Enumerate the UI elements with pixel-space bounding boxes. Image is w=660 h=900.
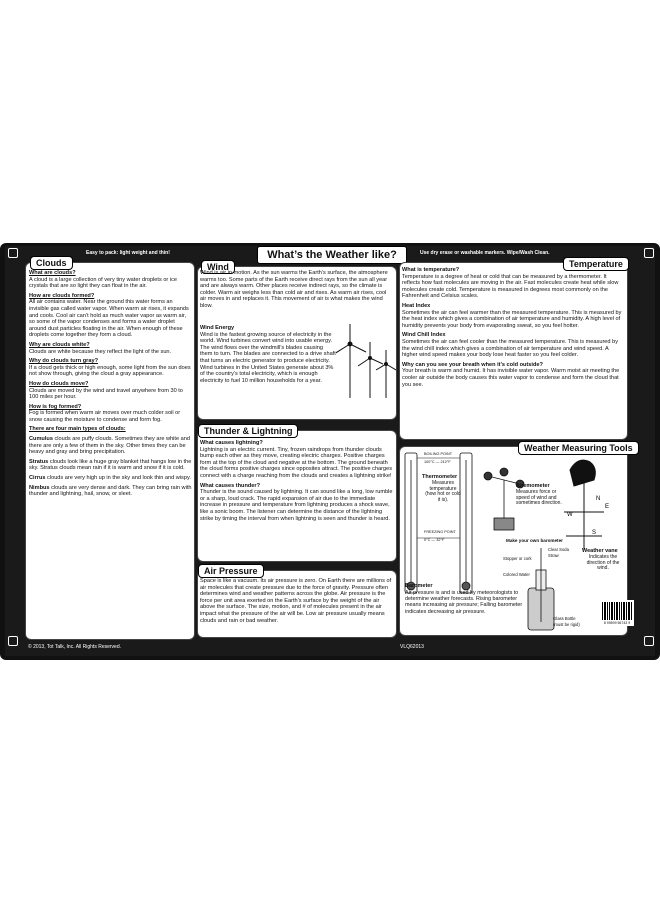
heat-index-paragraph: Sometimes the air can feel warmer than the measured temperature. This is measured by the heat index which gives a combination of air temperature and humidity. A high level of humidity prevents your body from evaporating sweat, so you feel hotter. — [402, 309, 622, 329]
wind-paragraph: Wind is air in motion. As the sun warms the Earth’s surface, the atmosphere warms too. Some parts of the Earth receive direct rays from the sun all year and are always warm. Other places receive indirect rays, so the climate is colder. Warm air weighs less than cold air and rises. As warm air rises, cool air moves in and replaces it. This movement of air is what makes the wind blow. — [200, 270, 388, 309]
heat-index-heading: Heat Index — [402, 302, 431, 309]
cloud-type-nimbus-text: clouds are very dense and dark. They can bring rain with thunder and lightning, hail, snow, or sleet. — [29, 484, 192, 498]
thunder-heading: What causes thunder? — [200, 482, 260, 489]
freezing-point-value: 0°C — 32°F — [424, 538, 445, 542]
stopper-label: Stopper or cork — [503, 556, 532, 561]
wind-turbines-illustration — [336, 322, 396, 400]
corner-logo-icon — [644, 636, 654, 646]
wind-title: Wind — [201, 260, 235, 274]
barcode-number: 8 99599 56743 9 — [603, 621, 631, 625]
header-left-note: Easy to pack: light weight and thin! — [86, 250, 170, 256]
compass-s: S — [592, 530, 597, 536]
thermometer-icon — [460, 453, 472, 593]
clear-straw-label: Clear Soda Straw — [548, 547, 569, 558]
cloud-type-nimbus: Nimbus — [29, 484, 50, 491]
boiling-point-label: BOILING POINT — [424, 452, 453, 456]
cloud-type-cumulus-text: clouds are puffy clouds. Sometimes they are white and there are only a few of them in the sky. Other times they can be heavy and gray and bring precipitation. — [29, 436, 190, 456]
make-barometer-heading: Make your own barometer — [506, 538, 563, 543]
corner-logo-icon — [8, 636, 18, 646]
header-right-note: Use dry erase or washable markers. Wipe/Wash Clean. — [420, 250, 550, 256]
weather-tools-title: Weather Measuring Tools — [518, 441, 639, 455]
wind-energy-heading: Wind Energy — [200, 325, 235, 331]
copyright-text: © 2013, Tot Talk, Inc. All Rights Reserved. — [28, 644, 121, 650]
breath-heading: Why can you see your breath when it’s cold outside? — [402, 361, 543, 368]
product-code: VLQ62013 — [400, 644, 424, 650]
corner-logo-icon — [644, 248, 654, 258]
cloud-type-cirrus: Cirrus — [29, 475, 46, 482]
temperature-paragraph: Temperature is a degree of heat or cold that can be measured by a thermometer. It reflects how fast molecules are moving in the air. Fast molecules create heat while slow molecules create cold. Temperature is measured in degrees most commonly on the Fahrenheit and Celsius scales. — [402, 273, 619, 300]
page-title: What’s the Weather like? — [257, 246, 407, 264]
clouds-title: Clouds — [30, 256, 73, 270]
weather-vane-name: Weather vane — [582, 548, 618, 554]
thermometer-name: Thermometer — [422, 474, 458, 480]
lightning-paragraph: Lightning is an electric current. Tiny, frozen raindrops from thunder clouds bump each other as they move, creating electric charges. Positive charges form at the top of the cloud and negative at the bottom. The ground beneath the cloud forms positive charges since opposites attract. The positive charges connect with a charge reaching from the clouds and creates a lightning strike! — [200, 446, 393, 479]
clouds-a5: Clouds are moved by the wind and travel anywhere from 30 to 100 miles per hour. — [29, 387, 183, 401]
cloud-type-stratus: Stratus — [29, 458, 49, 465]
clouds-q4: Why do clouds turn gray? — [29, 358, 98, 365]
cloud-type-cumulus: Cumulus — [29, 436, 53, 443]
thermometer-desc: Measures temperature (how hot or cold it is). — [425, 480, 461, 503]
wind-chill-heading: Wind Chill Index — [402, 332, 446, 339]
clouds-a2: All air contains water. Near the ground this water forms an invisible gas called water vapor. When warm air rises, it expands and cools. Cool air can’t hold as much water vapor as warm air, so some of the vapor condenses and forms a water droplet around dust particles floating in the air. When enough of these droplets come together they form a cloud. — [29, 299, 189, 339]
thunder-text — [200, 440, 394, 525]
weather-vane-desc: Indicates the direction of the wind. — [586, 554, 620, 572]
cloud-type-cirrus-text: clouds are very high up in the sky and look thin and wispy. — [45, 475, 191, 482]
thunder-paragraph: Thunder is the sound caused by lightning. It can sound like a long, low rumble or a sharp, loud crack. The rapid expansion of air due to the immediate increase in pressure and temperature from lightning produces a shock wave, like a sonic boom. The listener can determine the distance of the lightning strike by timing the interval from when lightning is seen and thunder is heard. — [200, 489, 393, 522]
air-pressure-title: Air Pressure — [198, 564, 264, 578]
clouds-q6: How is fog formed? — [29, 403, 82, 410]
wind-energy-text — [200, 325, 336, 387]
air-pressure-text — [200, 578, 394, 627]
clouds-a3: Clouds are white because they reflect the light of the sun. — [29, 348, 172, 355]
anemometer-name: Anemometer — [516, 483, 550, 489]
compass-w: W — [567, 512, 573, 518]
wind-turbine-icon — [336, 324, 366, 398]
compass-e: E — [605, 504, 610, 510]
glass-bottle-label: Glass Bottle (must be rigid) — [553, 616, 580, 627]
wind-chill-paragraph: Sometimes the air can feel cooler than the measured temperature. This is measured by the wind chill index which gives a combination of air temperature and wind speed. A higher wind speed makes your body lose heat faster so you feel colder. — [402, 338, 618, 359]
boiling-point-value: 100°C — 212°F — [424, 460, 451, 464]
temperature-title: Temperature — [563, 257, 629, 271]
wind-turbine-icon — [376, 350, 396, 398]
clouds-q2: How are clouds formed? — [29, 292, 95, 299]
clouds-a1: A cloud is a large collection of very tiny water droplets or ice crystals that are so light they can float in the air. — [29, 276, 177, 290]
barometer-name: Barometer — [405, 583, 433, 589]
temperature-text — [402, 267, 624, 391]
cloud-type-stratus-text: clouds look like a huge gray blanket that hangs low in the sky. Stratus clouds mean rain if it is warm and snow if it is cold. — [29, 458, 192, 472]
lightning-heading: What causes lightning? — [200, 440, 263, 446]
corner-logo-icon — [8, 248, 18, 258]
wind-energy-paragraph: Wind is the fastest growing source of electricity in the world. Wind turbines convert wind into usable energy. The wind flows over the windmill’s blades causing them to turn. The blades are connected to a drive shaft that turns an electric generator to produce electricity. Wind turbines in the United States generate about 3% of the country’s total electricity, which is enough electricity to fuel 10 million households for a year. — [200, 331, 336, 384]
freezing-point-label: FREEZING POINT — [424, 530, 456, 534]
air-pressure-paragraph: Space is like a vacuum. Its air pressure is zero. On Earth there are millions of air molecules that create pressure due to the force of gravity. Pressure often determines wind and weather patterns across the globe. Air pressure is the force per unit area exerted on the Earth’s surface by the weight of the air above the surface. The size, motion, and # of molecules present in the air impact what the pressure of the air will be. Low air pressure usually means clouds and rain or bad weather. — [200, 578, 392, 624]
colored-water-label: Colored Water — [503, 572, 530, 577]
thermometer-icon — [405, 453, 417, 593]
clouds-a4: If a cloud gets thick or high enough, some light from the sun does not show through, giving the cloud a gray appearance. — [29, 364, 191, 378]
clouds-q5: How do clouds move? — [29, 380, 89, 387]
compass-n: N — [596, 496, 601, 502]
temperature-heading: What is temperature? — [402, 267, 460, 273]
breath-paragraph: Your breath is warm and humid. It has invisible water vapor. Warm moist air meeting the cooler air outside the body causes this water vapor to condense and form the cloud that you see. — [402, 368, 620, 388]
clouds-a6: Fog is formed when warm air moves over much colder soil or snow causing the moisture to condense and form fog. — [29, 410, 181, 423]
anemometer-desc: Measures force or speed of wind and sometimes direction. — [516, 489, 562, 507]
weather-vane-icon — [564, 460, 604, 550]
clouds-q7: There are four main types of clouds: — [29, 426, 126, 433]
wind-text — [200, 270, 393, 313]
clouds-text — [29, 270, 192, 501]
clouds-q3: Why are clouds white? — [29, 341, 90, 348]
barometer-desc: Air pressure is and is used by meteorologists to determine weather forecasts. Rising barometer means increasing air pressure; Falling barometer indicates decreasing air pressure. — [405, 590, 523, 615]
thunder-title: Thunder & Lightning — [198, 424, 298, 438]
clouds-q1: What are clouds? — [29, 270, 76, 276]
